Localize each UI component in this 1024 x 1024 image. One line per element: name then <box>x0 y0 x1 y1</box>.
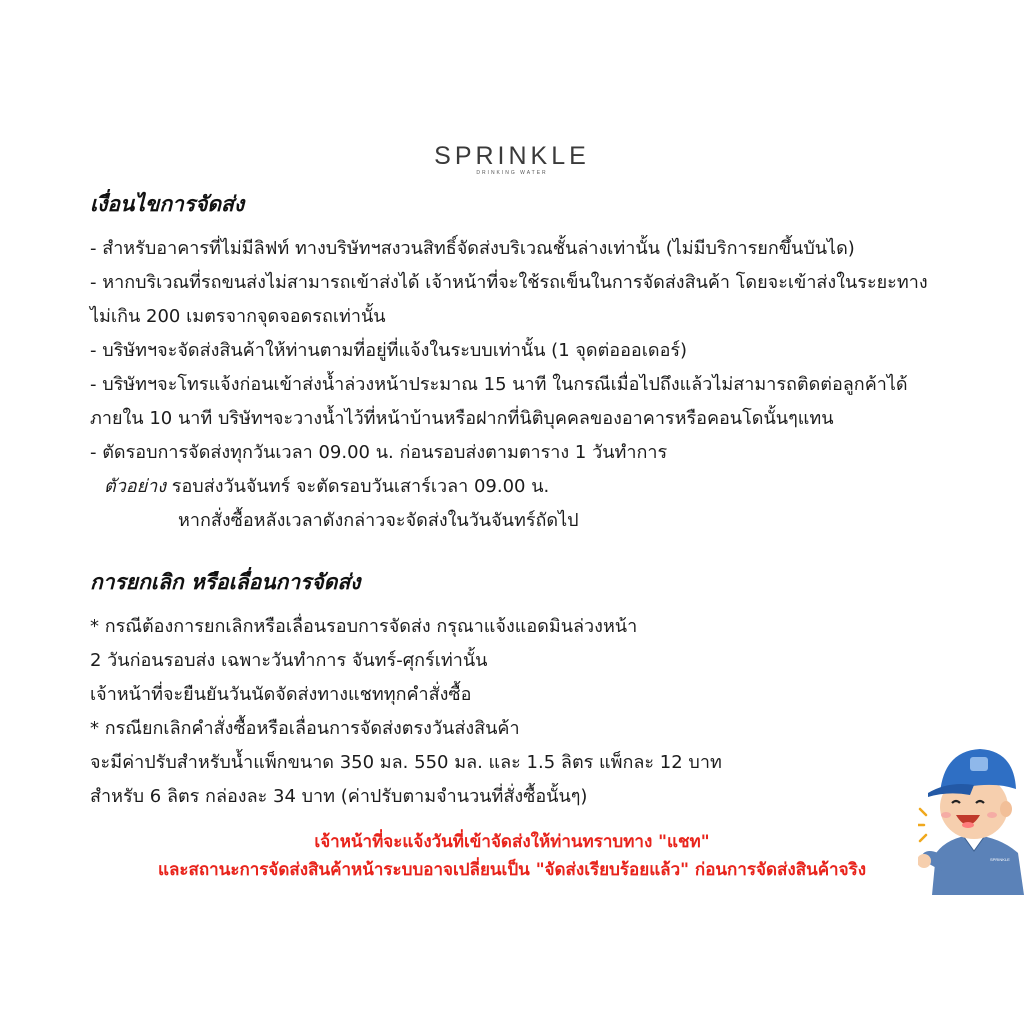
brand-name: SPRINKLE <box>434 142 590 170</box>
example-note: หากสั่งซื้อหลังเวลาดังกล่าวจะจัดส่งในวันจันทร์ถัดไป <box>178 510 579 531</box>
condition-line: - ตัดรอบการจัดส่งทุกวันเวลา 09.00 น. ก่อนรอบส่งตามตาราง 1 วันทำการ <box>90 442 668 463</box>
condition-line: - บริษัทฯจะจัดส่งสินค้าให้ท่านตามที่อยู่ที่แจ้งในระบบเท่านั้น (1 จุดต่อออเดอร์) <box>90 340 688 361</box>
example-line <box>104 476 549 498</box>
example-text: รอบส่งวันจันทร์ จะตัดรอบวันเสาร์เวลา 09.00 น. <box>171 476 550 497</box>
condition-line: ไม่เกิน 200 เมตรจากจุดจอดรถเท่านั้น <box>90 306 386 327</box>
cancellation-line: * กรณียกเลิกคำสั่งซื้อหรือเลื่อนการจัดส่งตรงวันส่งสินค้า <box>90 718 520 739</box>
cancellation-line: 2 วันก่อนรอบส่ง เฉพาะวันทำการ จันทร์-ศุกร์เท่านั้น <box>90 650 488 671</box>
section-title-cancellation: การยกเลิก หรือเลื่อนการจัดส่ง <box>90 570 361 594</box>
shirt-text: SPRINKLE <box>990 857 1010 862</box>
condition-line: - บริษัทฯจะโทรแจ้งก่อนเข้าส่งน้ำล่วงหน้าประมาณ 15 นาที ในกรณีเมื่อไปถึงแล้วไม่สามารถติดต่อลูกค้าได้ <box>90 374 908 395</box>
cancellation-line: สำหรับ 6 ลิตร กล่องละ 34 บาท (ค่าปรับตามจำนวนที่สั่งซื้อนั้นๆ) <box>90 786 588 807</box>
cancellation-line: เจ้าหน้าที่จะยืนยันวันนัดจัดส่งทางแชททุกคำสั่งซื้อ <box>90 684 472 705</box>
notice-line-status: และสถานะการจัดส่งสินค้าหน้าระบบอาจเปลี่ยนเป็น "จัดส่งเรียบร้อยแล้ว" ก่อนการจัดส่งสินค้าจริง <box>157 860 866 880</box>
condition-line: - สำหรับอาคารที่ไม่มีลิฟท์ ทางบริษัทฯสงวนสิทธิ์จัดส่งบริเวณชั้นล่างเท่านั้น (ไม่มีบริการยกขึ้นบันได) <box>90 238 855 259</box>
cancellation-line: จะมีค่าปรับสำหรับน้ำแพ็กขนาด 350 มล. 550 มล. และ 1.5 ลิตร แพ็กละ 12 บาท <box>90 752 722 773</box>
example-label: ตัวอย่าง <box>104 476 167 497</box>
delivery-man-pointing-icon <box>918 735 1024 895</box>
brand-tagline: DRINKING WATER <box>476 170 548 176</box>
condition-line: - หากบริเวณที่รถขนส่งไม่สามารถเข้าส่งได้ เจ้าหน้าที่จะใช้รถเข็นในการจัดส่งสินค้า โดยจะเข้าส่งในระยะทาง <box>90 272 928 293</box>
brand-logo <box>0 143 1024 176</box>
condition-line: ภายใน 10 นาที บริษัทฯจะวางน้ำไว้ที่หน้าบ้านหรือฝากที่นิติบุคคลของอาคารหรือคอนโดนั้นๆแทน <box>90 408 834 429</box>
cancellation-line: * กรณีต้องการยกเลิกหรือเลื่อนรอบการจัดส่ง กรุณาแจ้งแอดมินล่วงหน้า <box>90 616 638 637</box>
notice-line-chat: เจ้าหน้าที่จะแจ้งวันที่เข้าจัดส่งให้ท่านทราบทาง "แชท" <box>314 832 710 852</box>
section-title-delivery-conditions: เงื่อนไขการจัดส่ง <box>90 192 245 216</box>
